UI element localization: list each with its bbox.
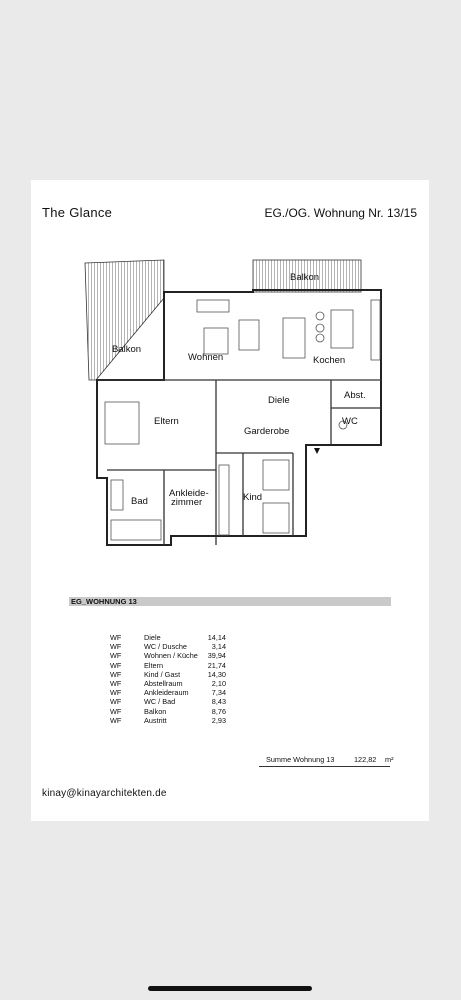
area-value: 39,94 xyxy=(207,651,226,661)
section-label: EG_WOHNUNG 13 xyxy=(71,597,137,606)
summary-label: Summe Wohnung 13 xyxy=(266,755,335,764)
area-room: Wohnen / Küche xyxy=(144,651,198,661)
room-label-balkon-top: Balkon xyxy=(290,272,320,283)
room-label-bad: Bad xyxy=(131,496,148,507)
area-type: WF xyxy=(110,660,122,670)
area-type: WF xyxy=(110,697,122,707)
contact-email: kinay@kinayarchitekten.de xyxy=(42,788,167,799)
room-label-ankleide-2: zimmer xyxy=(171,497,203,508)
area-type: WF xyxy=(110,688,122,698)
area-value: 2,93 xyxy=(211,715,226,725)
area-value: 2,10 xyxy=(211,678,226,688)
project-title: The Glance xyxy=(42,205,113,220)
area-room: Eltern xyxy=(144,660,164,670)
area-value: 3,14 xyxy=(211,642,226,652)
area-type: WF xyxy=(110,706,122,716)
area-type: WF xyxy=(110,642,122,652)
room-label-diele: Diele xyxy=(268,395,290,406)
room-label-kochen: Kochen xyxy=(313,355,346,366)
area-type: WF xyxy=(110,651,122,661)
area-room: Kind / Gast xyxy=(144,669,181,679)
area-type: WF xyxy=(110,678,122,688)
area-type: WF xyxy=(110,633,122,642)
room-label-eltern: Eltern xyxy=(154,416,179,427)
area-value: 21,74 xyxy=(207,660,226,670)
floor-plan xyxy=(31,180,429,580)
home-indicator[interactable] xyxy=(148,986,312,991)
area-room: WC / Dusche xyxy=(144,642,187,652)
summary-unit: m² xyxy=(385,755,394,764)
area-room: Balkon xyxy=(144,706,167,716)
room-label-ankleide-1: Ankleide- xyxy=(169,488,209,499)
area-type: WF xyxy=(110,715,122,725)
area-value: 14,30 xyxy=(207,669,226,679)
summary-underline xyxy=(259,766,390,767)
area-room: Abstellraum xyxy=(144,678,183,688)
room-label-abst: Abst. xyxy=(344,390,366,401)
area-room: Diele xyxy=(144,633,161,642)
room-label-wc: WC xyxy=(342,416,358,427)
area-value: 8,43 xyxy=(211,697,226,707)
area-room: WC / Bad xyxy=(144,697,176,707)
area-room: Ankleideraum xyxy=(144,688,189,698)
summary-row xyxy=(266,755,394,764)
entrance-marker xyxy=(314,448,320,454)
area-room: Austritt xyxy=(144,715,167,725)
unit-title: EG./OG. Wohnung Nr. 13/15 xyxy=(264,206,417,220)
balcony-left-hatch xyxy=(85,260,164,380)
summary-value: 122,82 xyxy=(354,755,377,764)
room-label-wohnen: Wohnen xyxy=(188,352,224,363)
area-value: 14,14 xyxy=(207,633,226,642)
area-type: WF xyxy=(110,669,122,679)
section-header-bar xyxy=(69,597,391,606)
room-label-garderobe: Garderobe xyxy=(244,426,290,437)
room-label-balkon-left: Balkon xyxy=(112,344,142,355)
room-label-kind: Kind xyxy=(243,492,263,503)
document-page xyxy=(31,180,429,821)
area-value: 7,34 xyxy=(211,688,226,698)
area-value: 8,76 xyxy=(211,706,226,716)
